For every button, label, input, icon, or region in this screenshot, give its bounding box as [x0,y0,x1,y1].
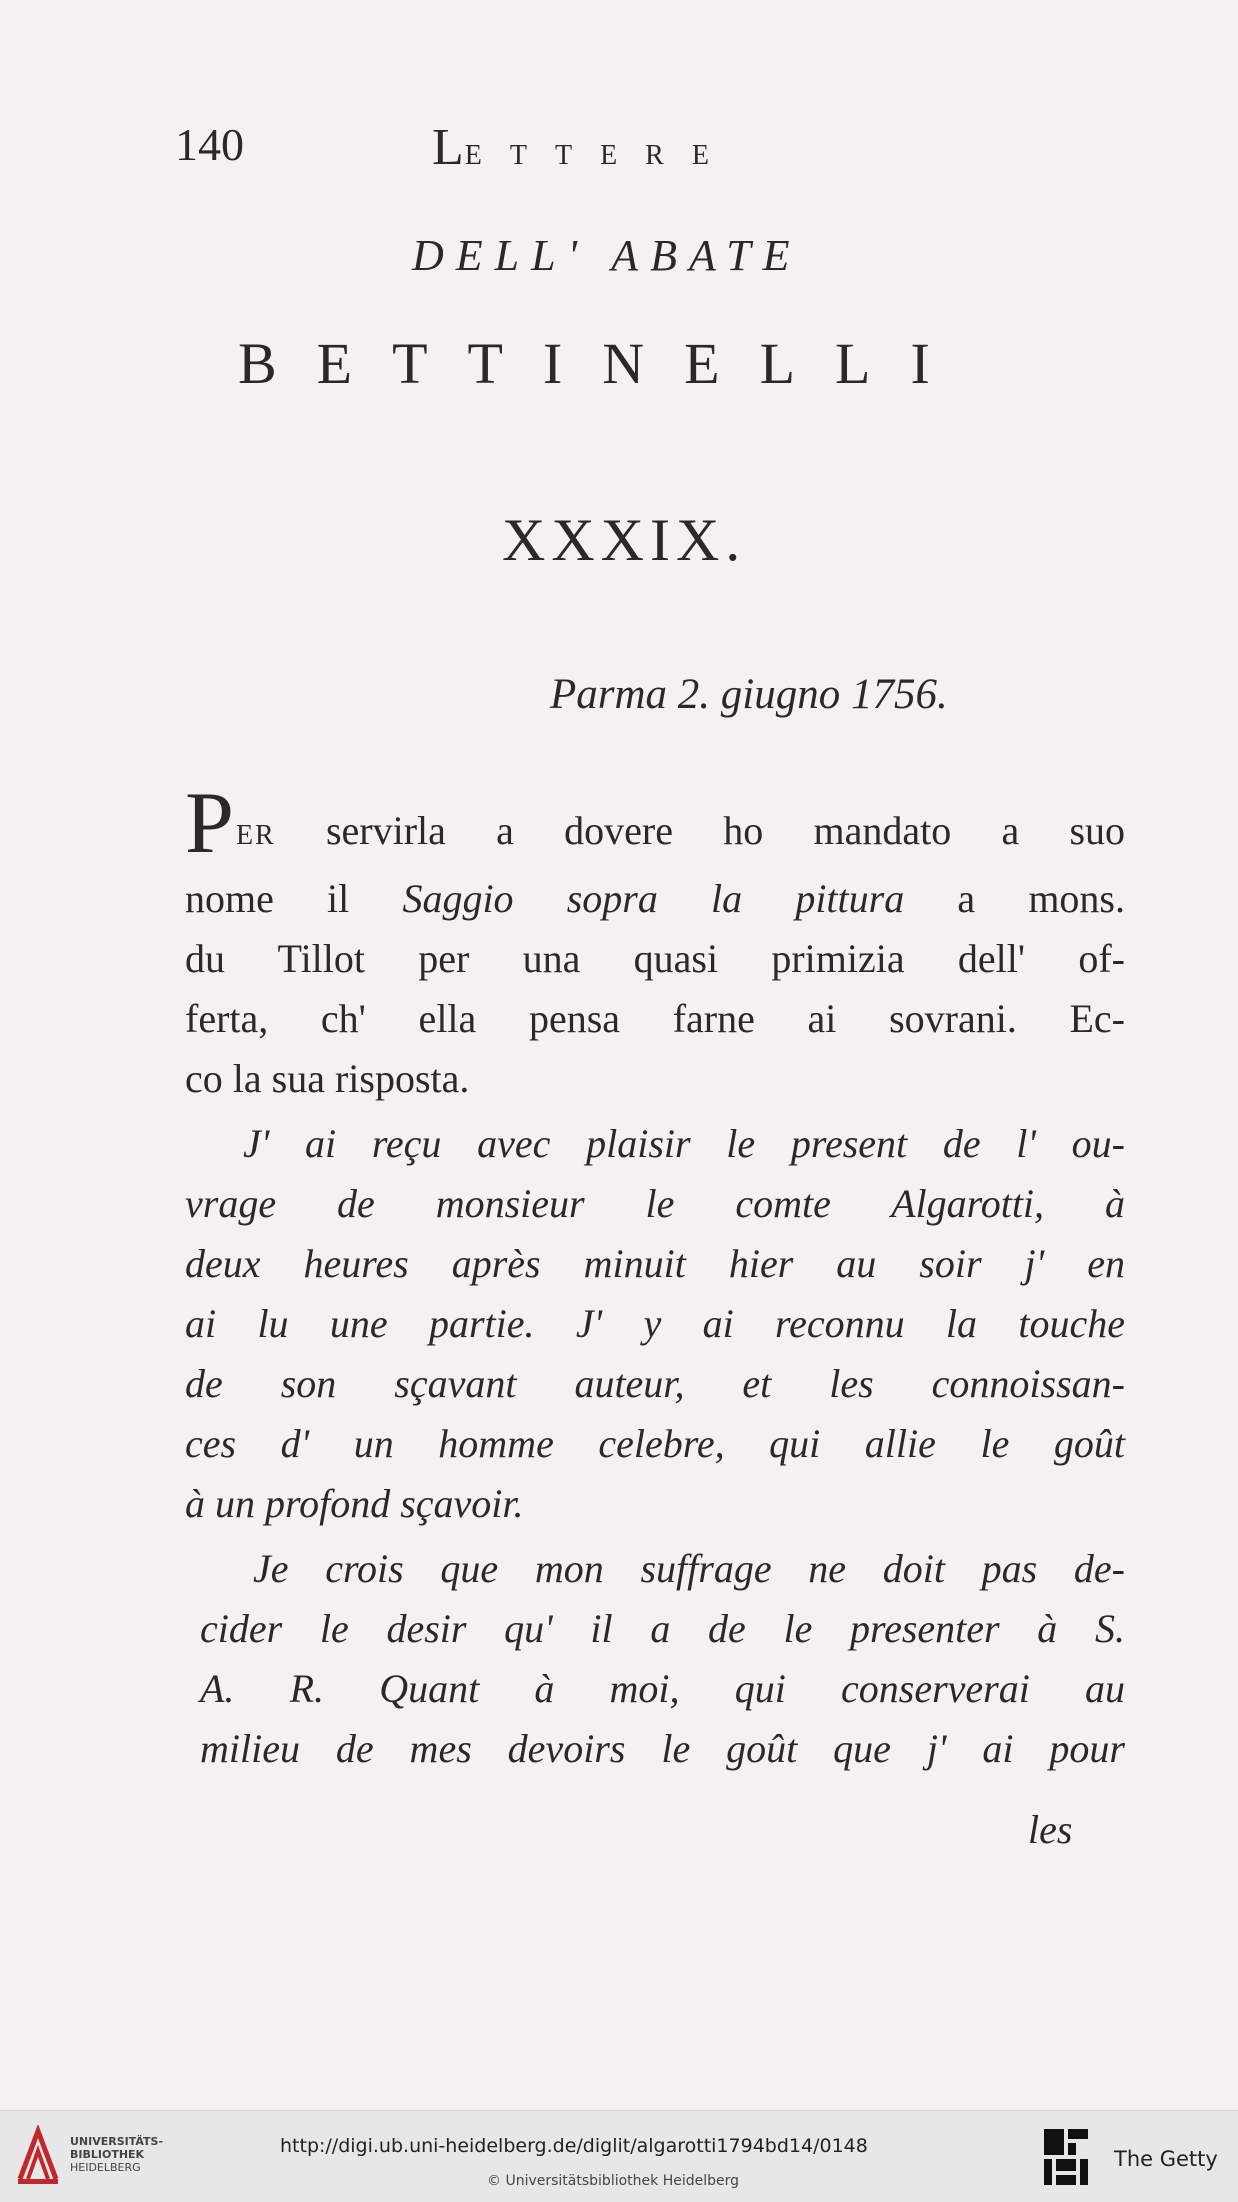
drop-cap: P [185,775,234,872]
text-line: cider le desir qu' il a de le presenter à S. [200,1606,1125,1651]
text-line: ai lu une partie. J' y ai reconnu la touche [185,1301,1125,1346]
letter-subtitle: DELL' ABATE [412,231,802,280]
page-number: 140 [175,119,244,170]
text-line: vrage de monsieur le comte Algarotti, à [185,1181,1125,1226]
book-title: Saggio sopra la pittura [402,876,905,921]
running-head-initial: L [432,119,465,176]
text-line: milieu de mes devoirs le goût que j' ai pour [200,1726,1125,1771]
text-line: nome il Saggio sopra la pittura a mons. [185,876,1125,921]
text-line: du Tillot per una quasi primizia dell' of- [185,936,1125,981]
text-line: J' ai reçu avec plaisir le present de l' ou- [243,1121,1125,1166]
permalink-url[interactable]: http://digi.ub.uni-heidelberg.de/diglit/algarotti1794bd14/0148 [280,2135,868,2157]
text-line: co la sua risposta. [185,1056,470,1101]
text-line: deux heures après minuit hier au soir j' en [185,1241,1125,1286]
copyright-notice: © Universitätsbibliothek Heidelberg [487,2173,740,2189]
text-line: PER servirla a dovere ho mandato a suo [185,775,1126,872]
text-line: ces d' un homme celebre, qui allie le goût [185,1421,1125,1466]
running-head-rest: ETTERE [464,140,737,171]
text-line: A. R. Quant à moi, qui conserverai au [200,1666,1125,1711]
viewer-footer [0,2110,1238,2202]
dateline: Parma 2. giugno 1756. [550,671,948,718]
getty-logo-icon[interactable] [1042,2127,1090,2187]
running-head [432,118,737,177]
letter-number: XXXIX. [502,507,747,573]
getty-name: The Getty [1114,2147,1218,2171]
catchword: les [1028,1807,1073,1852]
text-line: de son sçavant auteur, et les connoissan- [185,1361,1125,1406]
text-line: ferta, ch' ella pensa farne ai sovrani. Ec- [185,996,1125,1041]
university-library-name: UNIVERSITÄTS- BIBLIOTHEK HEIDELBERG [70,2135,164,2174]
text-line: Je crois que mon suffrage ne doit pas de- [253,1546,1125,1591]
text-line: à un profond sçavoir. [185,1481,524,1526]
university-library-logo-icon[interactable] [14,2125,62,2187]
letter-author: BETTINELLI [238,331,970,396]
